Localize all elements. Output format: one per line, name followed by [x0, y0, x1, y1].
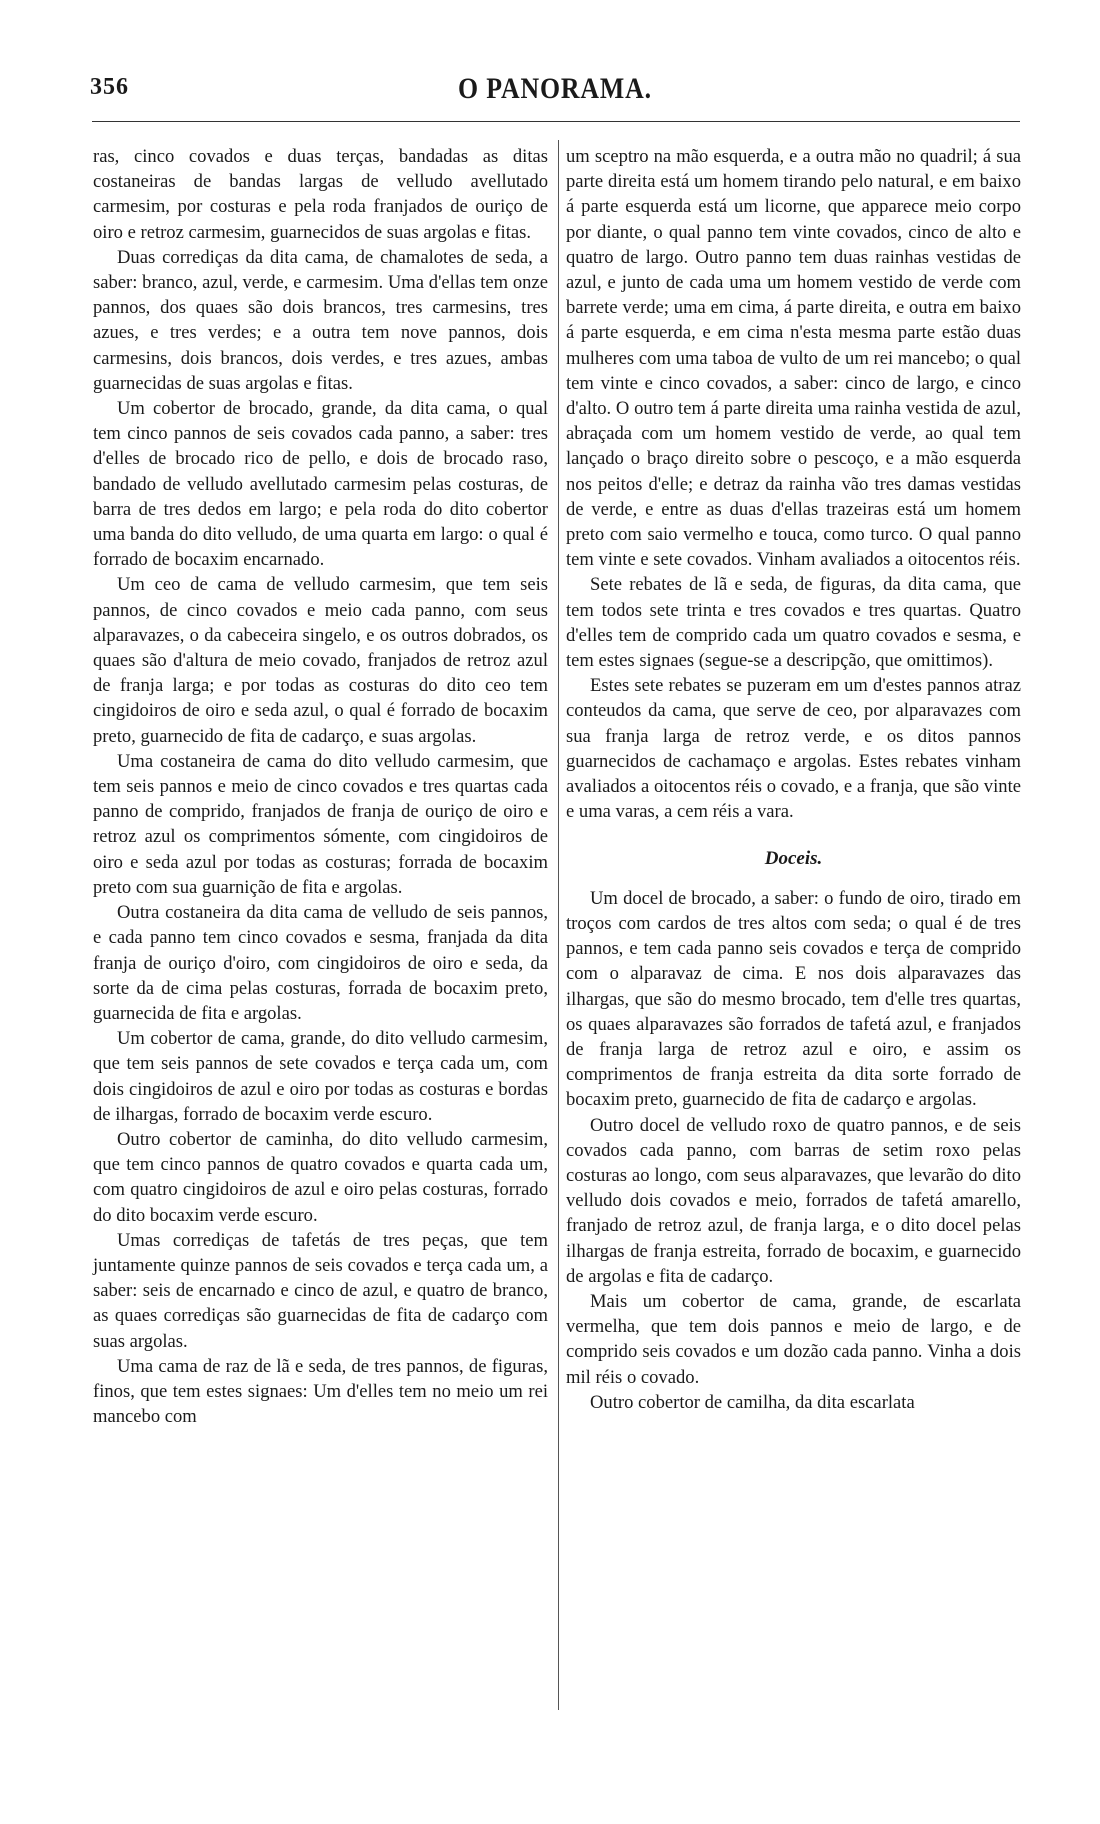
right-column [566, 144, 1021, 1415]
paragraph: Um cobertor de cama, grande, do dito velludo carmesim, que tem seis pannos de sete covados e terça cada um, com dois cingidoiros de azul e oiro por todas as costuras e bordas de ilhargas, forrado de bocaxim verde escuro. [93, 1028, 548, 1125]
paragraph: Uma costaneira de cama do dito velludo carmesim, que tem seis pannos e meio de cinco covados e tres quartas cada panno de comprido, franjados de franja de ouriço de oiro e retroz azul os comprimentos sómente, com cingidoiros de oiro e seda azul por todas as costuras; forrada de bocaxim preto com sua guarnição de fita e argolas. [93, 750, 548, 898]
paragraph: Uma cama de raz de lã e seda, de tres pannos, de figuras, finos, que tem estes signaes: Um d'elles tem no meio um rei mancebo com [93, 1355, 548, 1428]
page-number: 356 [90, 74, 129, 100]
running-title: O PANORAMA. [458, 72, 652, 105]
paragraph: Um docel de brocado, a saber: o fundo de oiro, tirado em troços com cardos de tres altos com seda; o qual é de tres pannos, e tem cada panno seis covados e terça de comprido com o alparavaz de cima. E nos dois alparavazes das ilhargas, que são do mesmo brocado, tem d'elle tres quartas, os quaes alparavazes são forrados de tafetá azul, e franjados de franja larga de retroz azul e oiro, e assim os comprimentos de franja estreita da dita sorte forrado de bocaxim preto, guarnecido de fita de cadarço e argolas. [566, 887, 1021, 1111]
paragraph: ras, cinco covados e duas terças, bandadas as ditas costaneiras de bandas largas de velludo avellutado carmesim, por costuras e pela roda franjados de ouriço de oiro e retroz carmesim, guarnecidos de suas argolas e fitas. [93, 146, 548, 243]
column-divider [558, 140, 559, 1710]
paragraph: Estes sete rebates se puzeram em um d'estes pannos atraz conteudos da cama, que serve de ceo, por alparavazes com sua franja larga de retroz verde, e os ditos pannos guarnecidos de cachamaço e argolas. Estes rebates vinham avaliados a oitocentos réis o covado, e a franja, que são vinte e uma varas, a cem réis a vara. [566, 675, 1021, 823]
left-column [93, 144, 548, 1429]
paragraph: Duas corrediças da dita cama, de chamalotes de seda, a saber: branco, azul, verde, e carmesim. Uma d'ellas tem onze pannos, dos quaes são dois brancos, tres carmesins, tres azues, e tres verdes; e a outra tem nove pannos, dois carmesins, dois brancos, dois verdes, e tres azues, ambas guarnecidas de suas argolas e fitas. [93, 246, 548, 394]
section-heading: Doceis. [764, 848, 823, 870]
header-rule [92, 121, 1020, 122]
paragraph: Outro docel de velludo roxo de quatro pannos, e de seis covados cada panno, com barras de setim roxo pelas costuras ao longo, com seus alparavazes, que levarão do dito velludo dois covados e meio, forrados de tafetá amarello, franjado de retroz azul, de franja larga, e o dito docel pelas ilhargas de franja estreita, forrado de bocaxim, e guarnecido de argolas e fita de cadarço. [566, 1114, 1021, 1287]
paragraph: Um cobertor de brocado, grande, da dita cama, o qual tem cinco pannos de seis covados cada panno, a saber: tres d'elles de brocado rico de pello, e dois de brocado raso, bandado de velludo avellutado carmesim pelas costuras, de barra de tres dedos em largo; e pela roda do dito cobertor uma banda do dito velludo, de uma quarta em largo: o qual é forrado de bocaxim encarnado. [93, 398, 548, 571]
page-header [90, 70, 1020, 110]
paragraph: um sceptro na mão esquerda, e a outra mão no quadril; á sua parte direita está um homem tirando pelo natural, e em baixo á parte esquerda está um licorne, que apparece meio corpo por diante, o qual panno tem vinte covados, cinco de alto e quatro de largo. Outro panno tem duas rainhas vestidas de azul, e junto de cada uma um homem vestido de verde com barrete verde; uma em cima, á parte direita, e outra em baixo á parte esquerda, e em cima n'esta mesma parte estão duas mulheres com uma taboa de vulto de um rei mancebo; o qual tem vinte e cinco covados, a saber: cinco de largo, e cinco d'alto. O outro tem á parte direita uma rainha vestida de azul, abraçada com um homem vestido de verde, ao qual tem lançado o braço direito sobre o pescoço, e a mão esquerda nos peitos d'elle; e detraz da rainha vão tres damas vestidas de verde, e entre as duas d'ellas trazeiras está um homem preto com saio vermelho e touca, como turco. O qual panno tem vinte e sete covados. Vinham avaliados a oitocentos réis. [566, 146, 1021, 571]
paragraph: Outra costaneira da dita cama de velludo de seis pannos, e cada panno tem cinco covados e sesma, franjada da dita franja de ouriço d'oiro, com cingidoiros de oiro e seda, da sorte da de cima pelas costuras, forrada de bocaxim preto, guarnecida de fita e argolas. [93, 902, 548, 1024]
paragraph: Outro cobertor de camilha, da dita escarlata [590, 1391, 915, 1413]
paragraph: Umas corrediças de tafetás de tres peças, que tem juntamente quinze pannos de seis covados e terça cada um, a saber: seis de encarnado e cinco de azul, e quatro de branco, as quaes corrediças são guarnecidas de fita de cadarço com suas argolas. [93, 1229, 548, 1352]
paragraph: Sete rebates de lã e seda, de figuras, da dita cama, que tem todos sete trinta e tres covados e tres quartas. Quatro d'elles tem de comprido cada um quatro covados e sesma, e tem estes signaes (segue-se a descripção, que omittimos). [566, 574, 1021, 672]
paragraph: Mais um cobertor de cama, grande, de escarlata vermelha, que tem dois pannos e meio de largo, e de comprido seis covados e um dozão cada panno. Vinha a dois mil réis o covado. [566, 1290, 1021, 1388]
paragraph: Outro cobertor de caminha, do dito velludo carmesim, que tem cinco pannos de quatro covados e quarta cada um, com quatro cingidoiros de azul e oiro pelas costuras, forrado do dito bocaxim verde escuro. [93, 1128, 548, 1226]
paragraph: Um ceo de cama de velludo carmesim, que tem seis pannos, de cinco covados e meio cada panno, com seus alparavazes, o da cabeceira singelo, e os outros dobrados, os quaes são d'altura de meio covado, franjados de retroz azul de franja larga; e por todas as costuras do dito ceo tem cingidoiros de oiro e seda azul, o qual é forrado de bocaxim preto, guarnecido de fita de cadarço, e suas argolas. [93, 574, 548, 747]
